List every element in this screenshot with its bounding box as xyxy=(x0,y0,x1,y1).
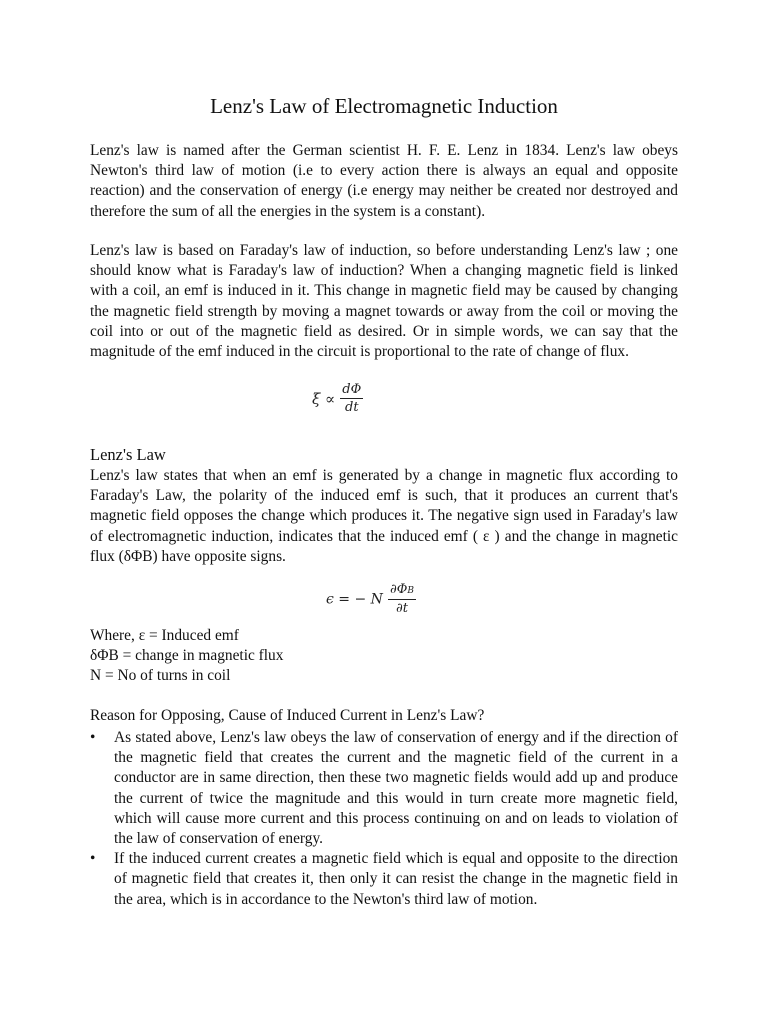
equation1-lhs: ξ ∝ xyxy=(312,390,336,408)
bullet-marker: • xyxy=(90,729,96,746)
list-item xyxy=(90,849,678,910)
page-title: Lenz's Law of Electromagnetic Induction xyxy=(210,94,558,118)
definition-flux: δΦB = change in magnetic flux xyxy=(90,647,284,664)
intro-paragraph: Lenz's law is named after the German scientist H. F. E. Lenz in 1834. Lenz's law obeys Newton's third law of motion (i.e to every action there is always an equal and opposite reaction) and the conservation of energy (i.e energy may neither be created nor destroyed and therefore the sum of all the energies in the system is a constant). xyxy=(90,142,678,220)
definition-emf: Where, ε = Induced emf xyxy=(90,627,239,644)
bullet-marker: • xyxy=(90,850,96,868)
equation2-lhs: ϵ = − N xyxy=(326,591,383,608)
faraday-paragraph: Lenz's law is based on Faraday's law of induction, so before understanding Lenz's law ; one should know what is Faraday's law of induction? When a changing magnetic field is linked with a coil, an emf is induced in it. This change in magnetic field may be caused by changing the magnetic field strength by moving a magnet towards or away from the coil or moving the coil into or out of the magnetic field as desired. Or in simple words, we can say that the magnitude of the emf induced in the circuit is proportional to the rate of change of flux. xyxy=(90,242,678,361)
equation2-denominator: ∂t xyxy=(396,601,408,616)
list-item xyxy=(90,728,678,849)
equation2-numerator-sub: B xyxy=(407,586,415,596)
lenz-law-heading: Lenz's Law xyxy=(90,445,166,464)
equation2-numerator-text: ∂Φ xyxy=(390,582,408,597)
bullet-text: If the induced current creates a magnetic field which is equal and opposite to the direction of magnetic field that creates it, then only it can resist the change in the magnetic field in the area, which is in accordance to the Newton's third law of motion. xyxy=(114,850,678,908)
faraday-equation xyxy=(312,382,363,416)
bullet-text: As stated above, Lenz's law obeys the law of conservation of energy and if the direction of the magnetic field that creates the current and the magnetic field of the current in a conductor are in same direction, then these two magnetic fields would add up and produce the current of twice the magnitude and this would in turn create more magnetic field, which will cause more current and this process continuing on and on leads to violation of the law of conservation of energy. xyxy=(114,729,678,848)
equation1-numerator: dΦ xyxy=(342,382,362,397)
equation2-numerator xyxy=(388,582,416,600)
reason-bullet-list xyxy=(90,728,678,910)
lenz-equation xyxy=(326,582,416,617)
lenz-law-paragraph: Lenz's law states that when an emf is generated by a change in magnetic flux according to Faraday's Law, the polarity of the induced emf is such, that it produces an current that's magnetic field opposes the change which produces it. The negative sign used in Faraday's law of electromagnetic induction, indicates that the induced emf ( ε ) and the change in magnetic flux (δΦB) have opposite signs. xyxy=(90,467,678,565)
reason-heading: Reason for Opposing, Cause of Induced Current in Lenz's Law? xyxy=(90,707,485,724)
equation2-fraction xyxy=(388,582,416,617)
equation1-fraction xyxy=(340,382,363,416)
definition-turns: N = No of turns in coil xyxy=(90,667,231,684)
equation1-denominator: dt xyxy=(345,400,359,415)
